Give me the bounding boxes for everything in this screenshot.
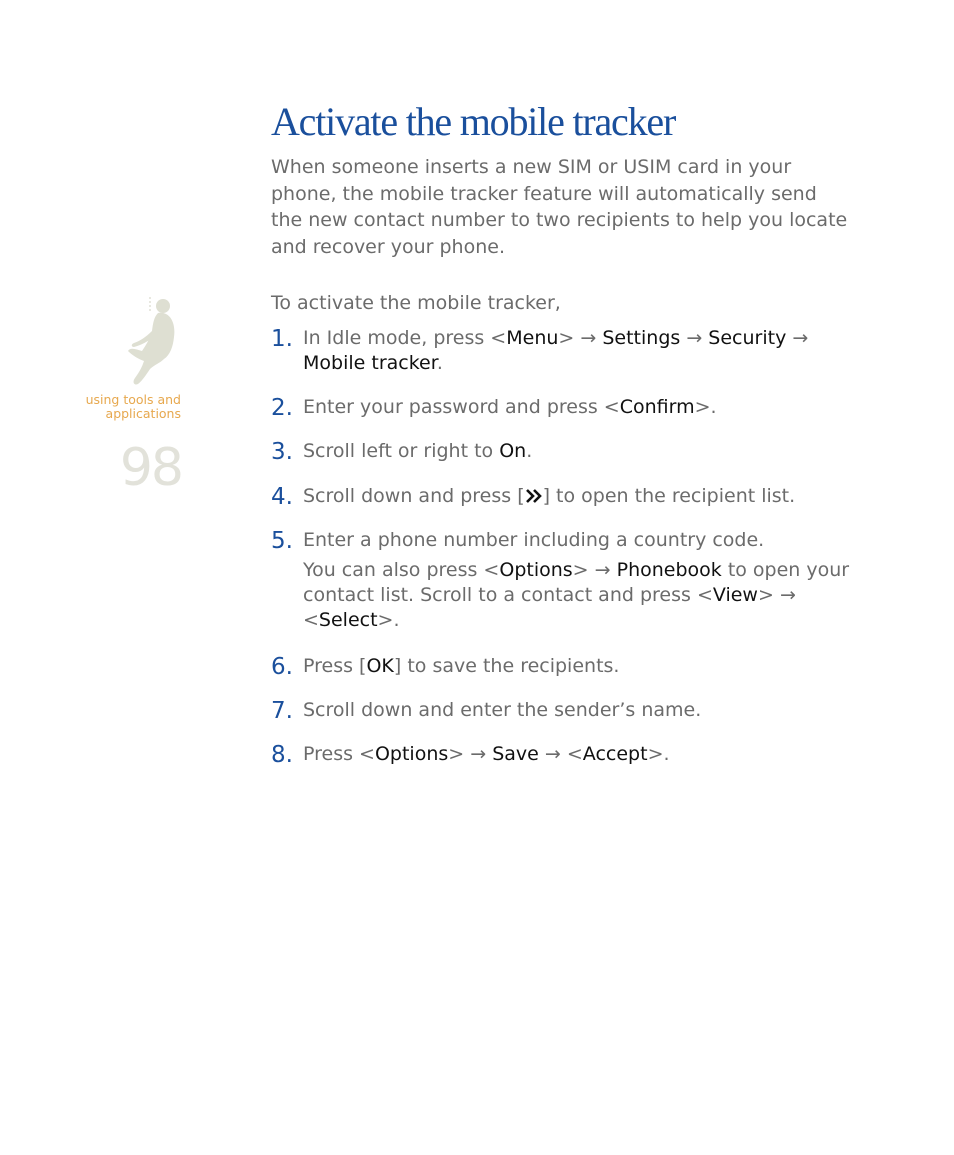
arrow-icon: → [686, 327, 703, 349]
step-5: 5. Enter a phone number including a country code. You can also press <Options> → Phonebook to open your contact list. Scroll to a contact and press <View> → <Select>. [271, 528, 861, 633]
step-number: 4. [271, 484, 293, 510]
arrow-icon: → [792, 327, 809, 349]
page-number: 98 [119, 438, 182, 498]
arrow-icon: → [594, 559, 611, 581]
step-6: 6. Press [OK] to save the recipients. [271, 654, 620, 680]
step-8: 8. Press <Options> → Save → <Accept>. [271, 742, 670, 768]
arrow-icon: → [580, 327, 597, 349]
figure-silhouette-icon [118, 293, 180, 385]
step-number: 6. [271, 654, 293, 680]
ok-key: OK [366, 655, 394, 677]
step-3: 3. Scroll left or right to On. [271, 439, 533, 465]
double-chevron-right-icon [525, 487, 543, 505]
view-key: View [712, 584, 758, 606]
step-number: 7. [271, 698, 293, 724]
phonebook-item: Phonebook [616, 559, 722, 581]
mobile-tracker-item: Mobile tracker [303, 352, 437, 374]
step-number: 3. [271, 439, 293, 465]
arrow-icon: → [470, 743, 487, 765]
arrow-icon: → [779, 584, 796, 606]
step-number: 5. [271, 528, 293, 554]
step-number: 1. [271, 326, 293, 352]
page-title: Activate the mobile tracker [271, 99, 676, 144]
section-label: using tools and applications [85, 392, 181, 421]
select-key: Select [318, 609, 378, 631]
options-key: Options [499, 559, 573, 581]
menu-key: Menu [506, 327, 559, 349]
save-item: Save [492, 743, 539, 765]
on-option: On [499, 440, 527, 462]
step-1: 1. In Idle mode, press <Menu> → Settings → Security → Mobile tracker. [271, 326, 809, 374]
step-4: 4. Scroll down and press [ ] to open the recipient list. [271, 484, 796, 510]
lead-sentence: To activate the mobile tracker, [271, 292, 561, 314]
arrow-icon: → [544, 743, 561, 765]
step-7: 7. Scroll down and enter the sender’s name. [271, 698, 702, 724]
step-2: 2. Enter your password and press <Confirm>. [271, 395, 717, 421]
accept-key: Accept [582, 743, 648, 765]
confirm-key: Confirm [619, 396, 695, 418]
settings-item: Settings [602, 327, 681, 349]
options-key: Options [374, 743, 449, 765]
security-item: Security [708, 327, 787, 349]
step-number: 2. [271, 395, 293, 421]
intro-paragraph: When someone inserts a new SIM or USIM card in your phone, the mobile tracker feature will automatically send the new contact number to two recipients to help you locate and recover your phone. [271, 156, 848, 258]
step-5-note: You can also press <Options> → Phonebook to open your contact list. Scroll to a contact and press <View> → <Select>. [303, 559, 850, 631]
step-number: 8. [271, 742, 293, 768]
